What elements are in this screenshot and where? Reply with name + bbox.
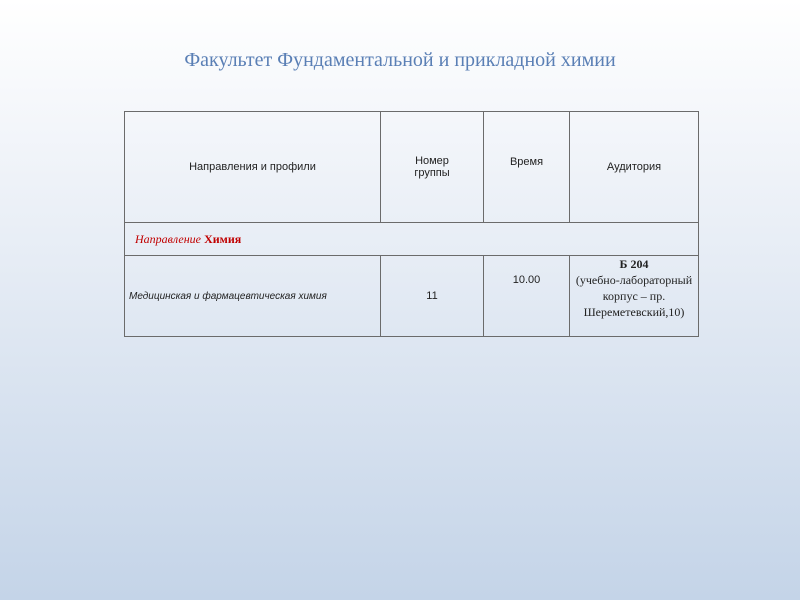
page-title: Факультет Фундаментальной и прикладной химии <box>184 49 616 71</box>
profile-cell: Медицинская и фармацевтическая химия <box>125 256 381 337</box>
header-group: Номер группы <box>381 112 484 223</box>
direction-name: Химия <box>204 231 242 246</box>
room-details: (учебно-лабораторный корпус – пр. Шереметевский,10) <box>575 273 693 319</box>
table-row <box>125 256 699 337</box>
time-cell: 10.00 <box>484 256 570 337</box>
schedule-table <box>124 111 699 337</box>
direction-cell <box>125 223 699 256</box>
direction-row <box>125 223 699 256</box>
table-header-row <box>125 112 699 223</box>
header-direction: Направления и профили <box>125 112 381 223</box>
direction-prefix: Направление <box>135 231 202 246</box>
group-cell: 11 <box>381 256 484 337</box>
header-room: Аудитория <box>570 112 699 223</box>
room-code: Б 204 <box>619 257 649 271</box>
header-time: Время <box>484 112 570 223</box>
room-cell <box>570 256 699 337</box>
